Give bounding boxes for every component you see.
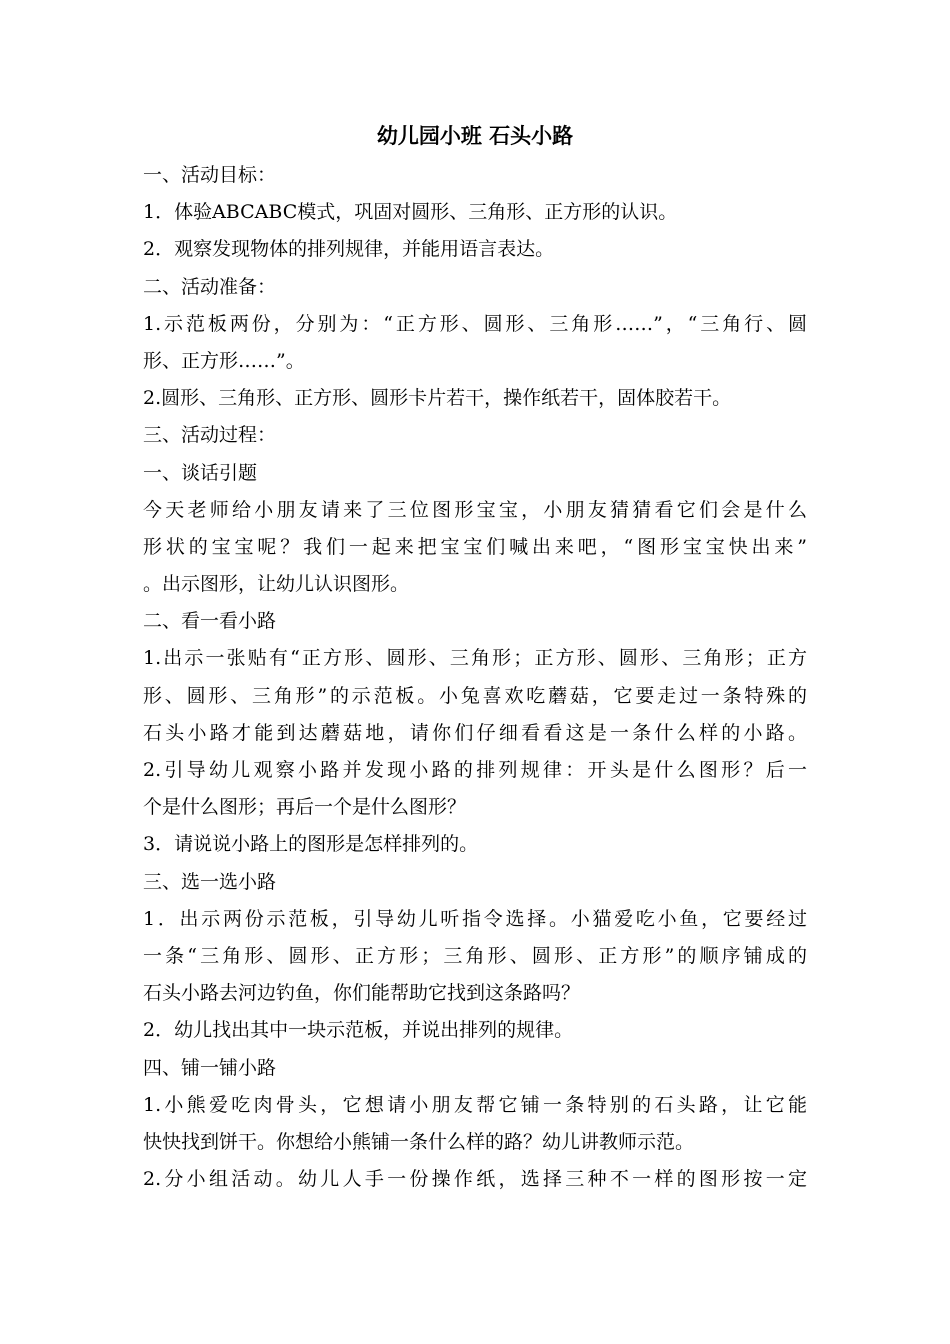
- paragraph-line: 石头小路才能到达蘑菇地，请你们仔细看看这是一条什么样的小路。: [143, 721, 807, 744]
- paragraph-line: 1．出示两份示范板，引导幼儿听指令选择。小猫爱吃小鱼，它要经过: [143, 907, 807, 930]
- document-title: 幼儿园小班 石头小路: [376, 123, 574, 148]
- preparation-item-1-line-2: 形、正方形……”。: [143, 349, 305, 372]
- goal-item-2: 2．观察发现物体的排列规律，并能用语言表达。: [143, 238, 555, 261]
- step-heading-2: 二、看一看小路: [143, 610, 277, 633]
- paragraph-line: 2．幼儿找出其中一块示范板，并说出排列的规律。: [143, 1019, 574, 1042]
- preparation-item-2: 2.圆形、三角形、正方形、圆形卡片若干，操作纸若干，固体胶若干。: [143, 387, 732, 410]
- paragraph-line: 。出示图形，让幼儿认识图形。: [143, 573, 410, 596]
- goal-item-1: 1．体验ABCABC模式，巩固对圆形、三角形、正方形的认识。: [143, 201, 678, 224]
- paragraph-line: 形状的宝宝呢？我们一起来把宝宝们喊出来吧，“图形宝宝快出来”: [143, 535, 807, 558]
- section-heading-process: 三、活动过程：: [143, 424, 277, 447]
- section-heading-goals: 一、活动目标：: [143, 164, 277, 186]
- paragraph-line: 3．请说说小路上的图形是怎样排列的。: [143, 833, 479, 856]
- paragraph-line: 2.引导幼儿观察小路并发现小路的排列规律：开头是什么图形？后一: [143, 759, 807, 781]
- section-heading-preparation: 二、活动准备：: [143, 275, 277, 298]
- document-body: [143, 157, 807, 1198]
- step-heading-1: 一、谈话引题: [143, 461, 258, 484]
- paragraph-line: 石头小路去河边钓鱼，你们能帮助它找到这条路吗？: [143, 982, 581, 1005]
- paragraph-line: 2.分小组活动。幼儿人手一份操作纸，选择三种不一样的图形按一定: [143, 1168, 807, 1191]
- paragraph-line: 个是什么图形；再后一个是什么图形？: [143, 796, 467, 819]
- paragraph-line: 快快找到饼干。你想给小熊铺一条什么样的路？幼儿讲教师示范。: [143, 1130, 695, 1153]
- step-heading-4: 四、铺一铺小路: [143, 1056, 277, 1079]
- paragraph-line: 1.出示一张贴有“正方形、圆形、三角形；正方形、圆形、三角形；正方: [143, 647, 807, 670]
- paragraph-line: 一条“三角形、圆形、正方形；三角形、圆形、正方形”的顺序铺成的: [143, 944, 807, 967]
- paragraph-line: 1.小熊爱吃肉骨头，它想请小朋友帮它铺一条特别的石头路，让它能: [143, 1093, 807, 1116]
- paragraph-line: 形、圆形、三角形”的示范板。小兔喜欢吃蘑菇，它要走过一条特殊的: [143, 684, 807, 707]
- preparation-item-1-line-1: 1.示范板两份，分别为：“正方形、圆形、三角形……”，“三角行、圆: [143, 312, 807, 335]
- paragraph-line: 今天老师给小朋友请来了三位图形宝宝，小朋友猜猜看它们会是什么: [143, 498, 807, 521]
- step-heading-3: 三、选一选小路: [143, 870, 277, 893]
